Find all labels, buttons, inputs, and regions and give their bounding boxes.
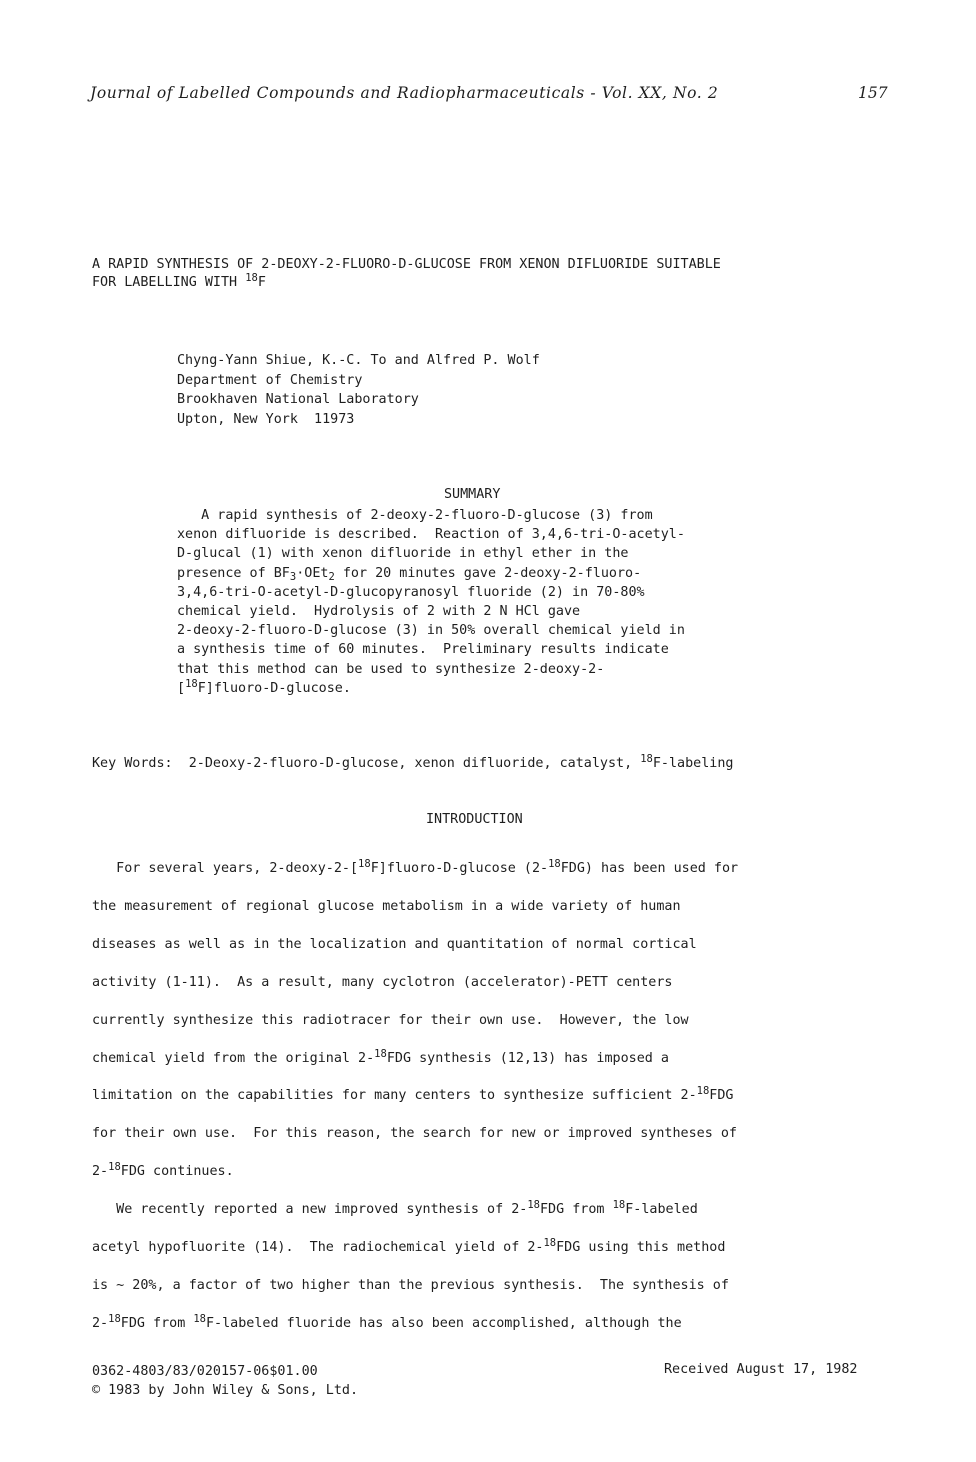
summary-text: A rapid synthesis of 2-deoxy-2-fluoro-D-glucose (3) from xenon difluoride is described. Reaction of 3,4,6-tri-O-acetyl- D-glucal (1) with xenon difluoride in ethyl ether in the presence of $BF_3\cdot OEt_2$ for 20 minutes gave 2-deoxy-2-fluoro- 3,4,6-tri-O-acetyl-D-glucopyranosyl fluoride (2) in 70-80% chemical yield. Hydrolysis of 2 with 2 N HCl gave 2-deoxy-2-fluoro-D-glucose (3) in 50% overall chemical yield in a synthesis time of 60 minutes. Preliminary results indicate that this method can be used to synthesize 2-deoxy-2- [$^{18}$F]fluoro-D-glucose.: [177, 508, 685, 696]
body-line: activity (1-11). As a result, many cyclotron (accelerator)-PETT centers: [92, 974, 673, 990]
body-line: For several years, 2-deoxy-2-[$^{18}$F]fluoro-D-glucose (2-$^{18}$FDG) has been used for: [92, 858, 739, 876]
author-institution: Brookhaven National Laboratory: [177, 392, 419, 407]
footer-received: Received August 17, 1982: [664, 1362, 858, 1377]
body-line: currently synthesize this radiotracer for their own use. However, the low: [92, 1012, 689, 1028]
article-title: [92, 256, 721, 292]
body-line: limitation on the capabilities for many centers to synthesize sufficient 2-$^{18}$FDG: [92, 1085, 734, 1104]
body-line: chemical yield from the original 2-$^{18}$FDG synthesis (12,13) has imposed a: [92, 1047, 669, 1066]
body-line: 2-$^{18}$FDG continues.: [92, 1161, 234, 1180]
title-line-2: FOR LABELLING WITH $^{18}$F: [92, 272, 266, 290]
author-names: Chyng-Yann Shiue, K.-C. To and Alfred P. Wolf: [177, 353, 540, 368]
author-location: Upton, New York 11973: [177, 411, 355, 427]
introduction-heading: INTRODUCTION: [426, 812, 523, 827]
footer-publication-info: [92, 1362, 358, 1400]
body-line: for their own use. For this reason, the search for new or improved syntheses of: [92, 1126, 737, 1142]
body-line: We recently reported a new improved synthesis of 2-$^{18}$FDG from $^{18}$F-labeled: [92, 1199, 698, 1218]
body-line: is ~ 20%, a factor of two higher than the previous synthesis. The synthesis of: [92, 1277, 729, 1293]
page-number: 157: [858, 84, 888, 102]
title-line-1: A RAPID SYNTHESIS OF 2-DEOXY-2-FLUORO-D-GLUCOSE FROM XENON DIFLUORIDE SUITABLE: [92, 257, 721, 272]
author-department: Department of Chemistry: [177, 372, 363, 388]
body-line: acetyl hypofluorite (14). The radiochemical yield of 2-$^{18}$FDG using this method: [92, 1237, 726, 1256]
summary-heading: SUMMARY: [444, 487, 501, 502]
key-words-text: 2-Deoxy-2-fluoro-D-glucose, xenon difluoride, catalyst,: [188, 756, 641, 771]
author-block: [177, 351, 540, 429]
journal-header: Journal of Labelled Compounds and Radiopharmaceuticals - Vol. XX, No. 2: [90, 84, 719, 102]
body-line: 2-$^{18}$FDG from $^{18}$F-labeled fluoride has also been accomplished, although the: [92, 1312, 682, 1331]
body-line: diseases as well as in the localization and quantitation of normal cortical: [92, 936, 697, 952]
key-words: Key Words: 2-Deoxy-2-fluoro-D-glucose, xenon difluoride, catalyst, $^{18}$F-labeling: [92, 753, 734, 771]
body-line: the measurement of regional glucose metabolism in a wide variety of human: [92, 898, 681, 914]
footer-code: 0362-4803/83/020157-06$01.00: [92, 1364, 318, 1379]
introduction-body: [92, 850, 738, 1343]
key-words-label: Key Words:: [92, 756, 173, 771]
footer-copyright: © 1983 by John Wiley & Sons, Ltd.: [92, 1383, 359, 1398]
